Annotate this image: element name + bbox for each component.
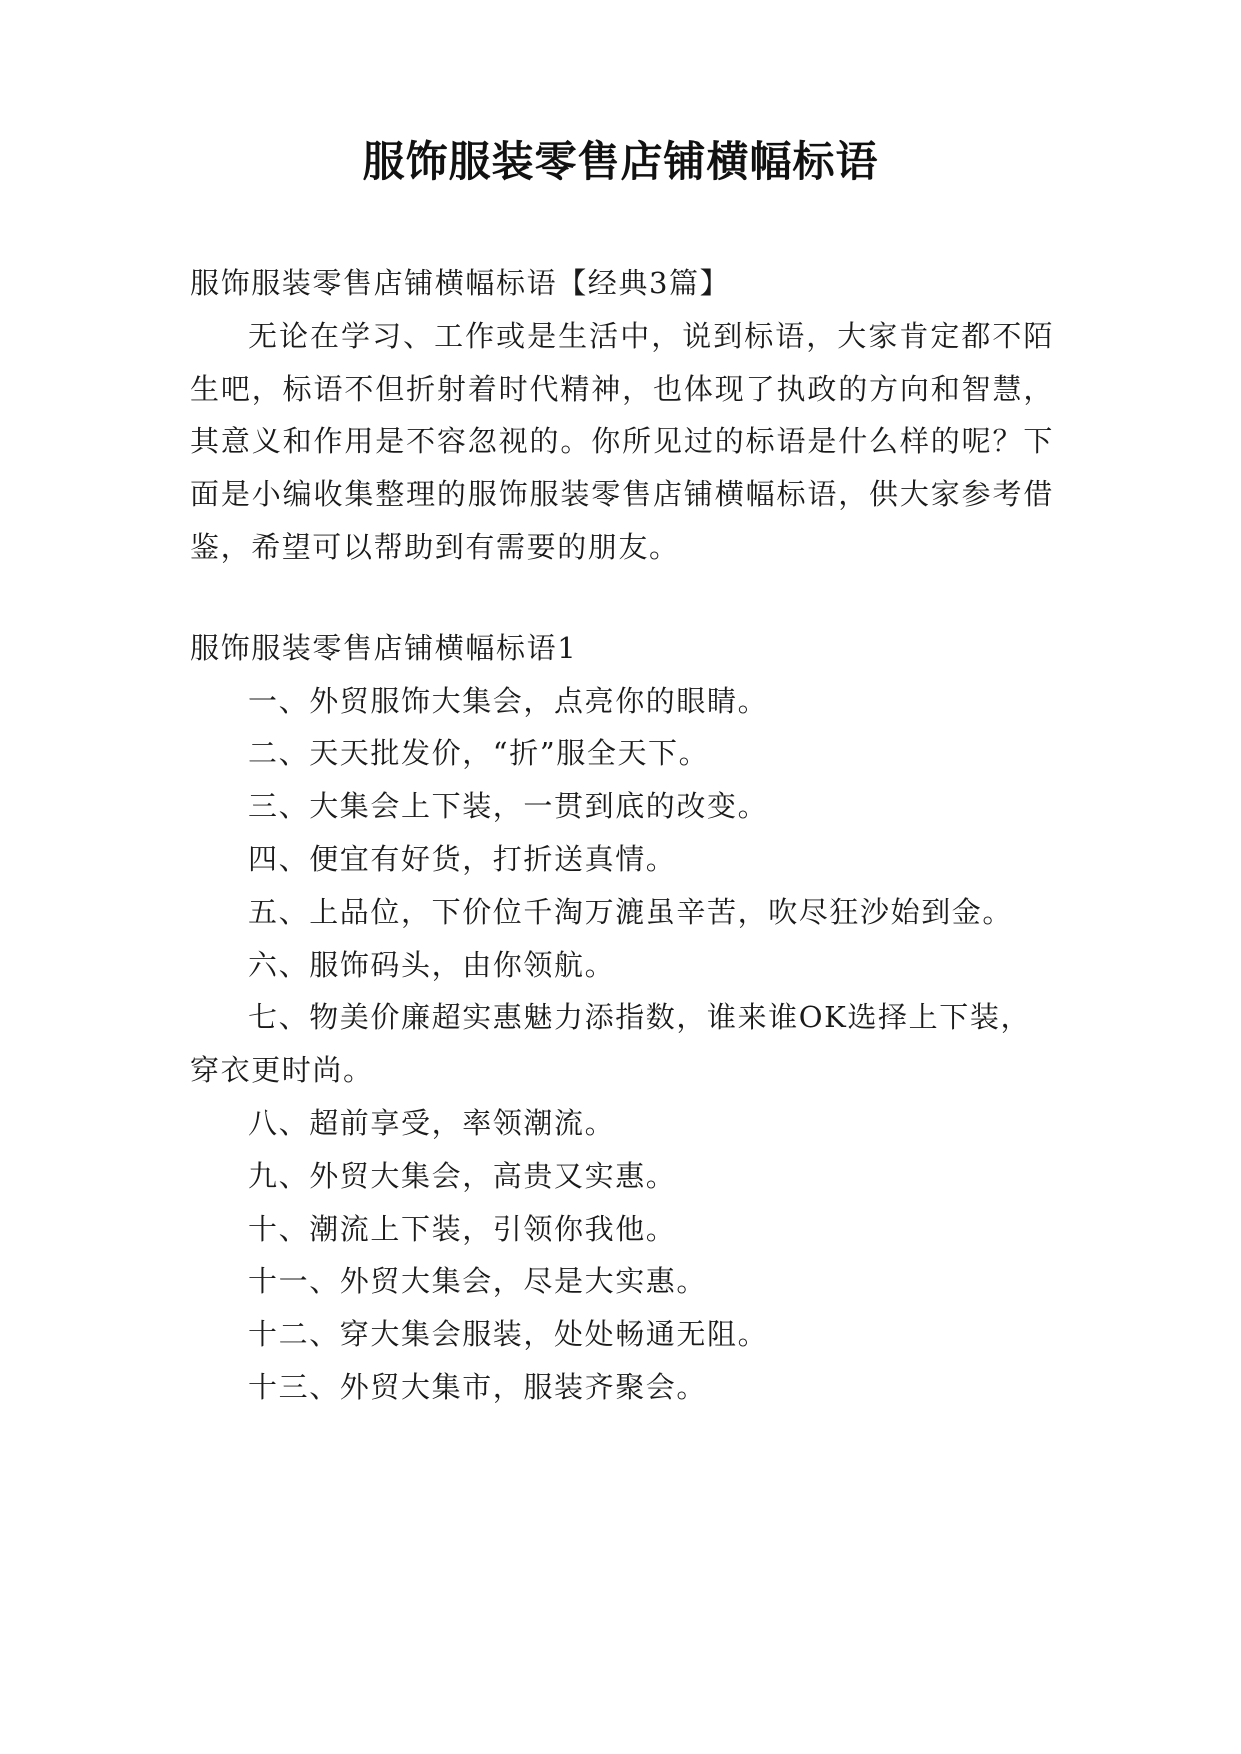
- slogan-item: 二、天天批发价，“折”服全天下。: [248, 736, 710, 771]
- intro-paragraph: 无论在学习、工作或是生活中，说到标语，大家肯定都不陌生吧，标语不但折射着时代精神，也体现了执政的方向和智慧，其意义和作用是不容忽视的。你所见过的标语是什么样的呢？下面是小编收集整理的服饰服装零售店铺横幅标语，供大家参考借鉴，希望可以帮助到有需要的朋友。: [190, 318, 1054, 564]
- slogan-item: 三、大集会上下装，一贯到底的改变。: [248, 789, 769, 824]
- document-body: [190, 257, 1054, 1414]
- slogan-item: 五、上品位，下价位千淘万漉虽辛苦，吹尽狂沙始到金。: [248, 894, 1014, 929]
- slogan-item: 一、外贸服饰大集会，点亮你的眼睛。: [248, 683, 769, 718]
- slogan-item: 四、便宜有好货，打折送真情。: [248, 841, 677, 876]
- slogan-item: 八、超前享受，率领潮流。: [248, 1105, 616, 1140]
- slogan-item: 十三、外贸大集市，服装齐聚会。: [248, 1369, 708, 1404]
- section-heading: 服饰服装零售店铺横幅标语1: [190, 630, 578, 665]
- slogan-item: 十一、外贸大集会，尽是大实惠。: [248, 1264, 708, 1299]
- page-title: 服饰服装零售店铺横幅标语: [362, 137, 879, 186]
- document-subtitle: 服饰服装零售店铺横幅标语【经典3篇】: [190, 266, 731, 300]
- slogan-item: 六、服饰码头，由你领航。: [248, 947, 616, 982]
- slogan-item: 七、物美价廉超实惠魅力添指数，谁来谁OK选择上下装，穿衣更时尚。: [190, 1000, 1032, 1088]
- slogan-item: 十、潮流上下装，引领你我他。: [248, 1211, 677, 1246]
- slogan-item: 十二、穿大集会服装，处处畅通无阻。: [248, 1317, 769, 1352]
- slogan-item: 九、外贸大集会，高贵又实惠。: [248, 1158, 677, 1193]
